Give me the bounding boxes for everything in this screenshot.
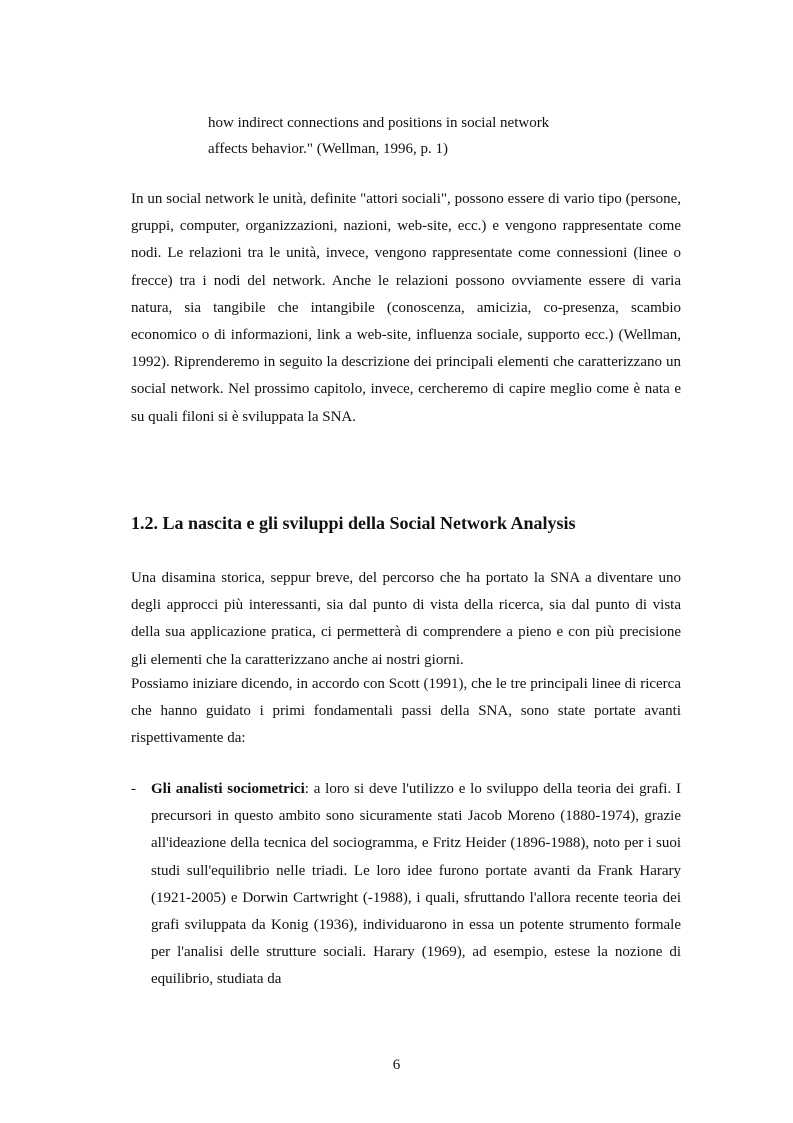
list-item-body: : a loro si deve l'utilizzo e lo sviluppo della teoria dei grafi. I precursori in questo ambito sono sicuramente stati Jacob Moreno (1880-1974), grazie all'ideazione della tecnica del sociogramma, e Fritz Heider (1896-1988), noto per i suoi studi sull'equilibrio nelle triadi. Le loro idee furono portate avanti da Frank Harary (1921-2005) e Dorwin Cartwright (-1988), i quali, sfruttando l'allora recente teoria dei grafi sviluppata da Konig (1936), individuarono in essa un potente strumento formale per l'analisi delle strutture sociali. Harary (1969), ad esempio, estese la nozione di equilibrio, studiata da bbox=[151, 781, 682, 988]
paragraph-social-network-definition: In un social network le unità, definite "attori sociali", possono essere di vario tipo (persone, gruppi, computer, organizzazioni, nazioni, web-site, ecc.) e vengono rappresentate come nodi. Le relazioni tra le unità, invece, vengono rappresentate come connessioni (linee o frecce) tra i nodi del network. Anche le relazioni possono ovviamente essere di varia natura, sia tangibile che intangibile (conoscenza, amicizia, co-presenza, scambio economico o di informazioni, link a web-site, influenza sociale, supporto ecc.) (Wellman, 1992). Riprenderemo in seguito la descrizione dei principali elementi che caratterizzano un social network. Nel prossimo capitolo, invece, cercheremo di capire meglio come è nata e su quali filoni si è sviluppata la SNA. bbox=[131, 191, 681, 425]
section-heading: 1.2. La nascita e gli sviluppi della Social Network Analysis bbox=[131, 513, 576, 533]
paragraph-research-lines: Possiamo iniziare dicendo, in accordo con Scott (1991), che le tre principali linee di ricerca che hanno guidato i primi fondamentali passi della SNA, sono state portate avanti rispettivamente da: bbox=[131, 676, 681, 747]
research-lines-list bbox=[131, 776, 681, 994]
quote-line-1: how indirect connections and positions in social network bbox=[208, 115, 550, 131]
list-item bbox=[131, 776, 681, 994]
quote-line-2: affects behavior." (Wellman, 1996, p. 1) bbox=[208, 141, 448, 157]
block-quote bbox=[208, 110, 628, 162]
page-number: 6 bbox=[392, 1057, 401, 1073]
list-item-bold-term: Gli analisti sociometrici bbox=[151, 781, 305, 797]
paragraph-historical-overview: Una disamina storica, seppur breve, del percorso che ha portato la SNA a diventare uno degli approcci più interessanti, sia dal punto di vista della ricerca, sia dal punto di vista della sua applicazione pratica, ci permetterà di comprendere a pieno e con più precisione gli elementi che la caratterizzano anche ai nostri giorni. bbox=[131, 570, 681, 668]
list-marker: - bbox=[131, 781, 136, 797]
list-item-text bbox=[151, 776, 681, 994]
